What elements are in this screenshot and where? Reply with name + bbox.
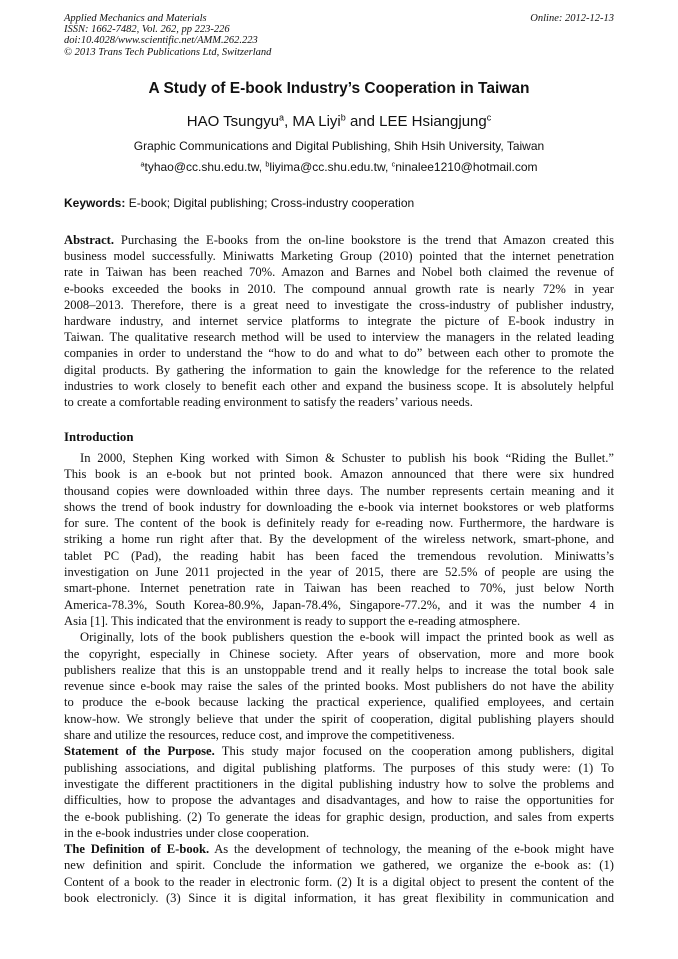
keywords: [64, 196, 414, 210]
line-text: Purchasing the E-books from the on-line bookstore is the trend that Amazon created this: [114, 233, 614, 247]
line-text: hardware industry, and internet service platforms to integrate the picture of E-book industry in: [64, 314, 614, 329]
paragraph-line: [64, 531, 614, 547]
paragraph-line: [64, 450, 614, 466]
line-text: digital products. By gathering the information to gain the knowledge for the reference to the related: [64, 362, 614, 377]
line-text: Originally, lots of the book publishers question the e-book will impact the printed book as well as: [80, 630, 614, 645]
line-text: investigate the different practitioners in the digital publishing industry how to solve the problems and: [64, 776, 614, 791]
section-heading-introduction: Introduction: [64, 430, 134, 444]
paragraph-line: [64, 694, 614, 710]
line-text: in the e-book industries under close cooperation.: [64, 825, 310, 840]
line-text: for sure. The content of the book is definitely ready for e-reading now. Furthermore, the hardware is: [64, 516, 614, 531]
email-list: [0, 160, 678, 174]
body-text: [64, 450, 614, 906]
line-text: rate in Taiwan has been reached 70%. Amazon and Barnes and Nobel both claimed the revenue of: [64, 265, 614, 280]
separator: ,: [258, 160, 266, 174]
paragraph-line: [64, 809, 614, 825]
line-text: In 2000, Stephen King worked with Simon & Schuster to publish his book “Riding the Bullet.”: [80, 451, 614, 465]
paragraph-line: [64, 466, 614, 482]
line-text: striking a home run right after that. By the development of the wireless network, smart-phone, and: [64, 532, 614, 547]
line-text: publishers realize that this is an unstoppable trend and it really helps to increase the total book sale: [64, 662, 614, 677]
line-text: new definition and spirit. Conclude the information we gathered, we organize the e-book as: (1): [64, 858, 614, 873]
paragraph-line: [64, 483, 614, 499]
paragraph-label: The Definition of E-book.: [64, 842, 210, 857]
line-text: smart-phone. Internet penetration rate in Taiwan has been reached to 70%, just below North: [64, 581, 614, 596]
line-text: e-books exceeded the books in 2010. The compound annual growth rate is nearly 72% in year: [64, 281, 614, 296]
line-text: difficulties, how to propose the advantages and disadvantages, and how to raise the opportunities for: [64, 793, 614, 808]
line-text: the copyright, especially in Chinese society. After years of observation, more and more book: [64, 646, 614, 661]
line-text: Taiwan. The qualitative research method will be used to interview the managers in the related leading: [64, 330, 614, 345]
paragraph-line: [64, 629, 614, 645]
paragraph-line: [64, 548, 614, 564]
abstract-line: [64, 313, 614, 329]
line-text: industries to work closely to benefit each other and expand the business scope. It is absolutely helpful: [64, 378, 614, 393]
author-list: [0, 113, 678, 130]
keywords-text: E-book; Digital publishing; Cross-industry cooperation: [125, 196, 415, 210]
line-text: the e-book publishing. (2) To generate the ideas for graphic design, production, and sales from experts: [64, 809, 614, 824]
paragraph-line: [64, 564, 614, 580]
paragraph-line: [64, 727, 614, 743]
paragraph-line: [64, 857, 614, 873]
separator: ,: [384, 160, 392, 174]
separator: and: [345, 113, 380, 130]
abstract: [64, 232, 614, 410]
email-address: tyhao@cc.shu.edu.tw: [144, 160, 259, 174]
paragraph-line: [64, 743, 614, 759]
line-text: Asia [1]. This indicated that the environment is ready to support the e-reading atmosphere.: [64, 613, 521, 628]
separator: ,: [284, 113, 293, 130]
paragraph-line: [64, 499, 614, 515]
line-text: companies in order to understand the “how to do and what to do” between each other to promote the: [64, 346, 614, 361]
line-text: This study major focused on the cooperation among publishers, digital: [214, 744, 614, 759]
line-text: book electronicly. (3) Since it is digital information, it has great flexibility in communication and: [64, 891, 614, 906]
online-date: Online: 2012-12-13: [530, 13, 614, 24]
paragraph-line: [64, 890, 614, 906]
paragraph-line: [64, 662, 614, 678]
author-affil-mark: b: [340, 112, 346, 123]
paragraph-line: [64, 841, 614, 857]
email-affil-mark: b: [265, 159, 270, 169]
line-text: This book is an e-book but not printed book. Amazon announced that there were six hundred: [64, 467, 614, 482]
paper-title: A Study of E-book Industry’s Cooperation in Taiwan: [148, 80, 530, 97]
line-text: Content of a book to the reader in electronic form. (2) It is a digital object to present the content of the: [64, 874, 614, 889]
paragraph-line: [64, 515, 614, 531]
line-text: share and utilize the resources, reduce cost, and improve the competitiveness.: [64, 728, 455, 743]
issn: ISSN: 1662-7482, Vol. 262, pp 223-226: [64, 24, 230, 36]
email-address: liyima@cc.shu.edu.tw: [269, 160, 385, 174]
journal-header: [64, 13, 614, 58]
author-affil-mark: c: [486, 112, 492, 123]
abstract-line: [64, 281, 614, 297]
email-address: ninalee1210@hotmail.com: [395, 160, 538, 174]
paragraph-line: [64, 613, 614, 629]
line-text: to produce the e-book because lacking the practical experience, qualified employees, and certain: [64, 695, 614, 710]
line-text: investigation on June 2011 projected in the year of 2015, there are 52.5% of people are using the: [64, 565, 614, 580]
journal-name: Applied Mechanics and Materials: [64, 13, 207, 24]
paragraph-line: [64, 760, 614, 776]
abstract-line: [64, 394, 614, 410]
abstract-line: [64, 264, 614, 280]
paragraph-line: [64, 825, 614, 841]
abstract-label: Abstract.: [64, 233, 115, 247]
author-name: LEE Hsiangjung: [379, 113, 487, 130]
line-text: shows the trend of book industry for downloading the e-book via internet bookstores or web platforms: [64, 499, 614, 514]
email-affil-mark: c: [391, 159, 396, 169]
email-affil-mark: a: [140, 159, 145, 169]
abstract-line: [64, 378, 614, 394]
keywords-label: Keywords:: [64, 196, 126, 210]
paragraph-line: [64, 678, 614, 694]
line-text: business model successfully. Miniwatts Marketing Group (2010) pointed that the internet penetration: [64, 249, 614, 264]
paragraph-line: [64, 597, 614, 613]
paragraph-line: [64, 776, 614, 792]
line-text: thousand copies were downloaded within three days. The number represents certain meaning and it: [64, 483, 614, 498]
line-text: publishing associations, and digital publishing platforms. The purposes of this study were: (1) To: [64, 760, 614, 775]
line-text: know-how. We strongly believe that under the spirit of cooperation, digital publishing players should: [64, 711, 614, 726]
abstract-line: [64, 248, 614, 264]
author-name: HAO Tsungyu: [186, 113, 280, 130]
line-text: As the development of technology, the meaning of the e-book might have: [209, 842, 614, 857]
abstract-line: [64, 329, 614, 345]
abstract-line: [64, 362, 614, 378]
line-text: America-78.3%, South Korea-80.9%, Japan-78.4%, Singapore-77.2%, and it was the number 4 in: [64, 597, 614, 612]
abstract-line: [64, 297, 614, 313]
affiliation: Graphic Communications and Digital Publishing, Shih Hsih University, Taiwan: [133, 139, 545, 153]
paragraph-label: Statement of the Purpose.: [64, 744, 215, 759]
paragraph-line: [64, 874, 614, 890]
doi: doi:10.4028/www.scientific.net/AMM.262.223: [64, 35, 258, 47]
line-text: revenue since e-book may raise the sales of the printed books. Most publishers do not have the ability: [64, 679, 614, 694]
paragraph-line: [64, 646, 614, 662]
copyright: © 2013 Trans Tech Publications Ltd, Switzerland: [64, 46, 272, 58]
author-affil-mark: a: [279, 112, 285, 123]
line-text: 2008–2013. Therefore, there is a great need to investigate the cross-industry of publisher industry,: [64, 297, 614, 312]
author-name: MA Liyi: [292, 113, 341, 130]
paragraph-line: [64, 580, 614, 596]
abstract-line: [64, 232, 614, 248]
paragraph-line: [64, 792, 614, 808]
line-text: tablet PC (Pad), the reading habit has been faced the tremendous revolution. Miniwatts’s: [64, 548, 614, 563]
abstract-line: [64, 345, 614, 361]
line-text: to create a comfortable reading environment to satisfy the readers’ various needs.: [64, 395, 473, 410]
paragraph-line: [64, 711, 614, 727]
